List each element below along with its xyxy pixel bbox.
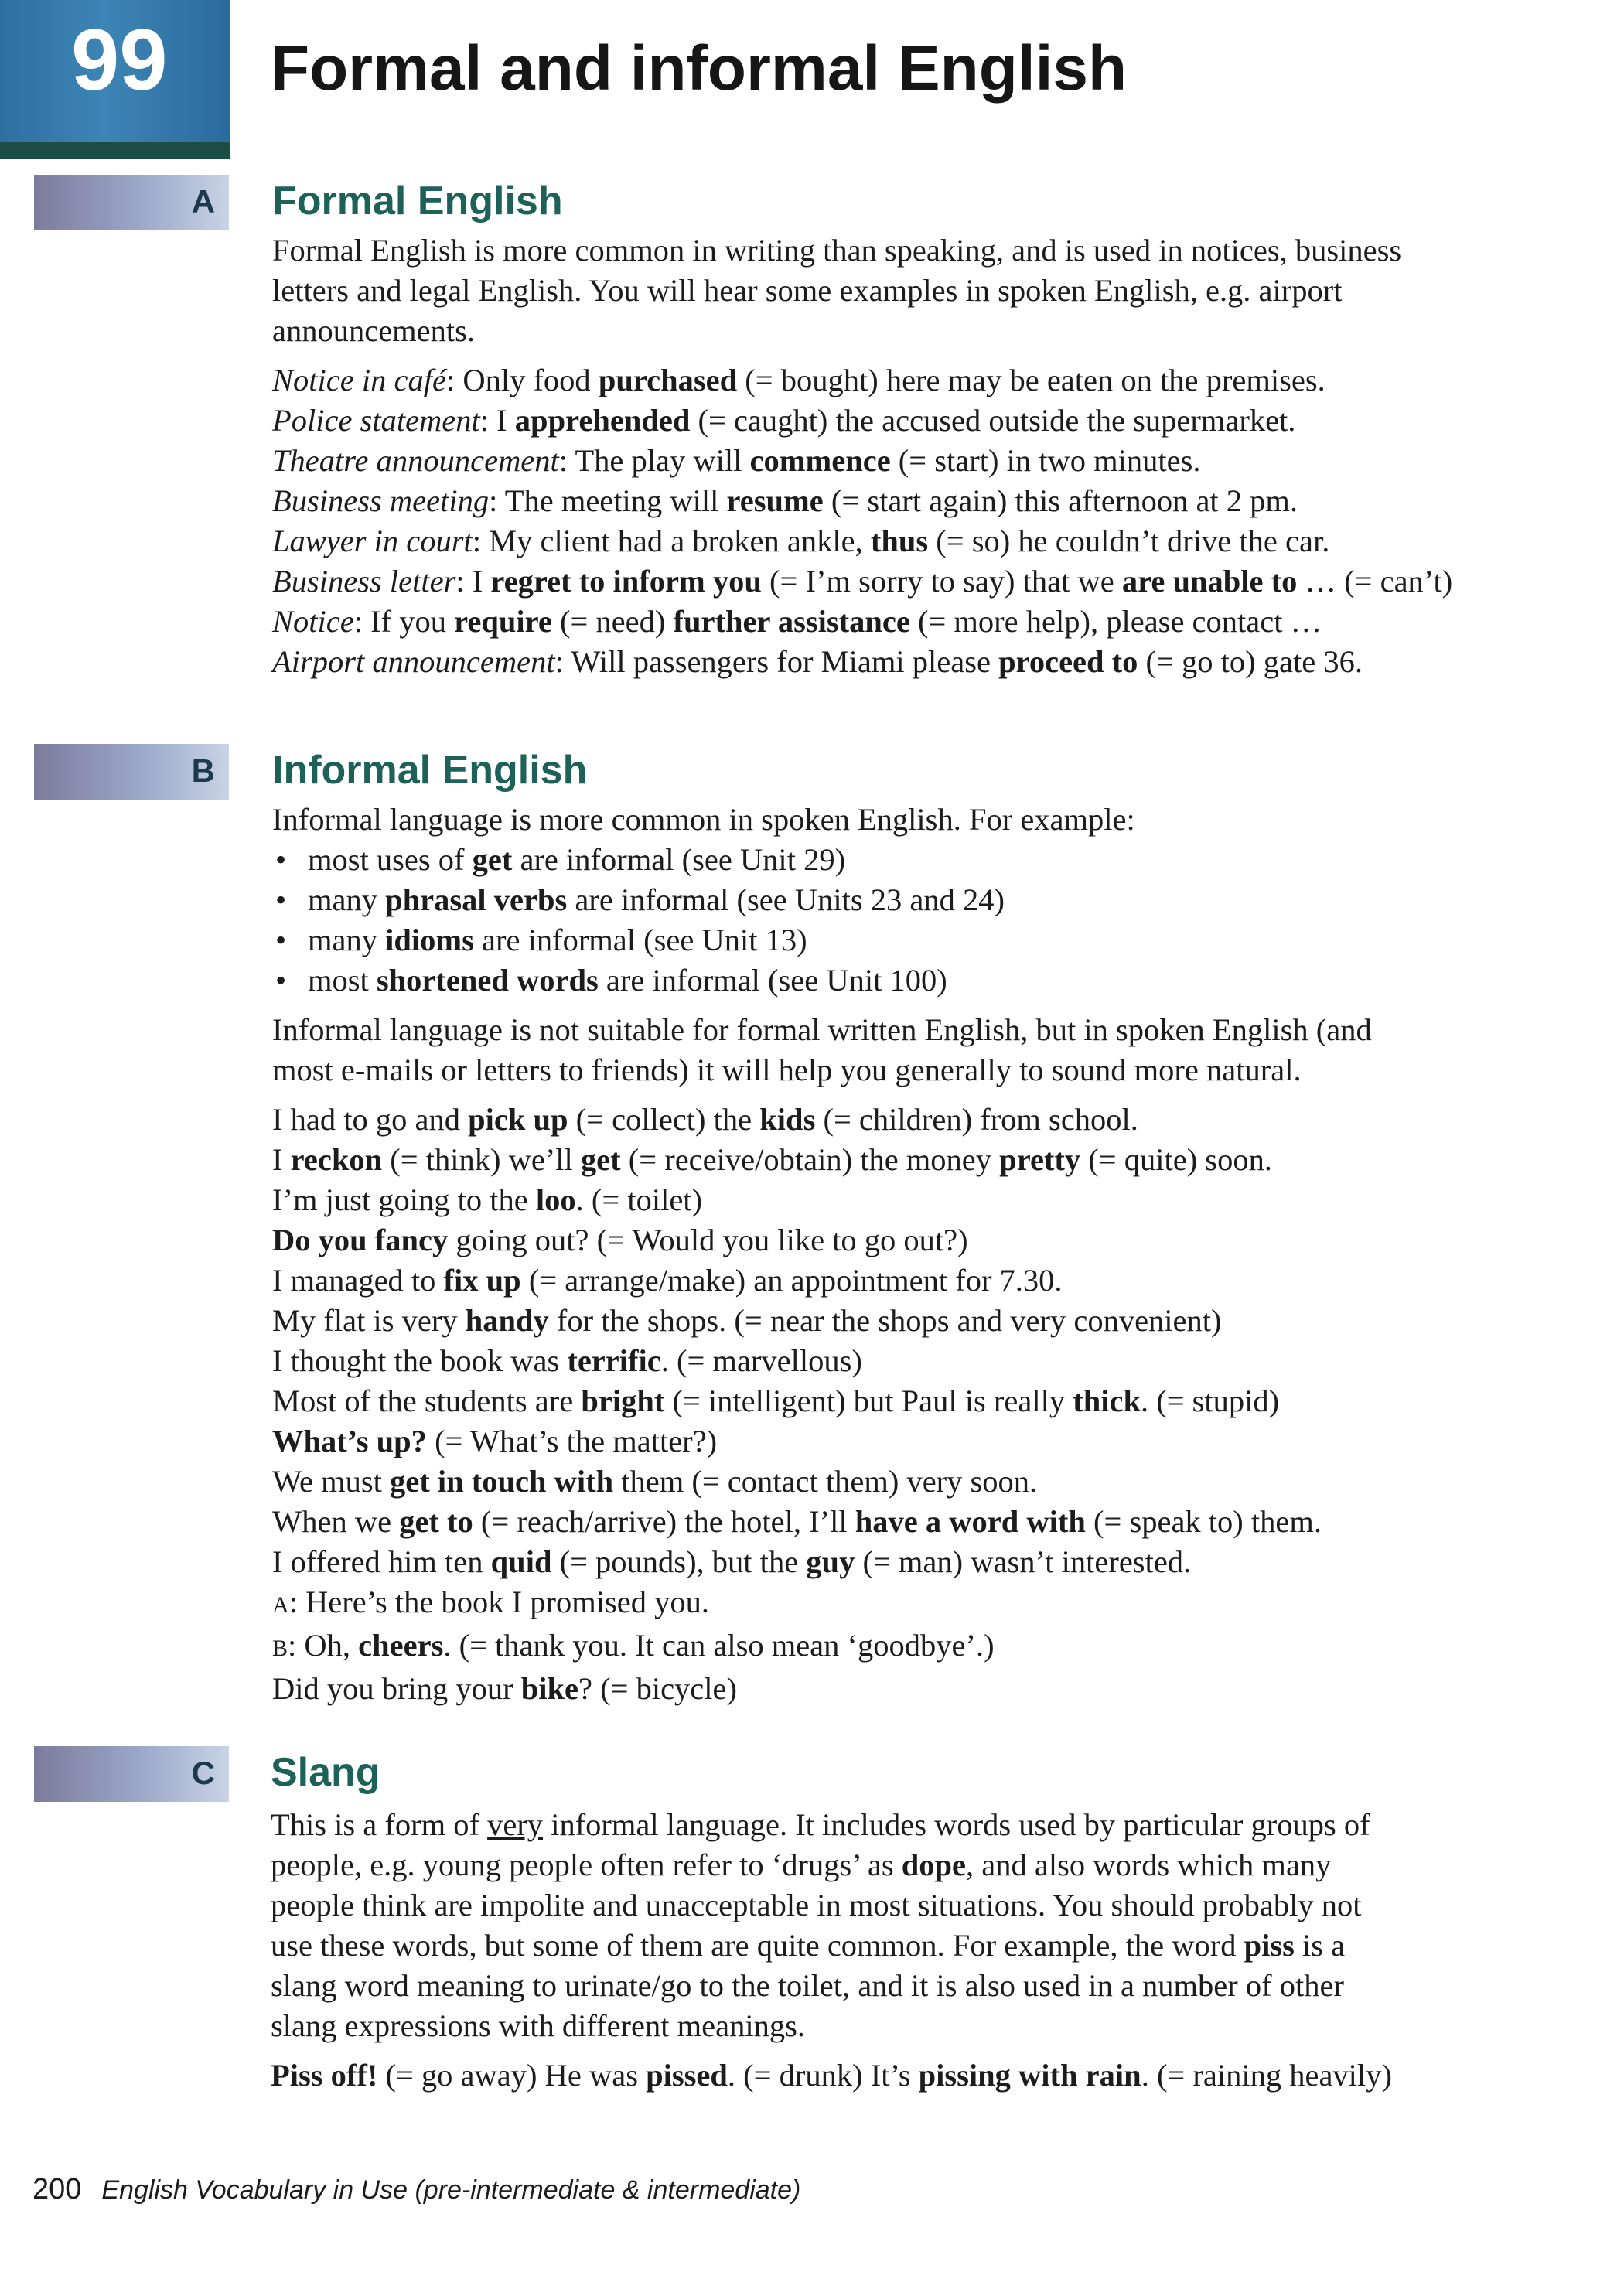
highlighted-term: get bbox=[580, 1142, 621, 1177]
text-run: most bbox=[308, 963, 377, 998]
text-run: , and also words which many bbox=[966, 1847, 1332, 1882]
text-run: informal language. It includes words used by particular groups of bbox=[543, 1807, 1370, 1842]
text-run: are informal (see Units 23 and 24) bbox=[567, 882, 1005, 917]
highlighted-term: What’s up? bbox=[272, 1424, 427, 1458]
text-run: I thought the book was bbox=[272, 1343, 568, 1378]
intro-line: letters and legal English. You will hear some examples in spoken English, e.g. airport bbox=[272, 273, 1343, 308]
text-run: : The play will bbox=[558, 443, 750, 478]
highlighted-term: kids bbox=[759, 1102, 816, 1137]
section-c-body bbox=[271, 1805, 1607, 2096]
paragraph-line bbox=[271, 1885, 1607, 1926]
bullet-item bbox=[272, 920, 1609, 960]
highlighted-term: idioms bbox=[385, 923, 474, 957]
example-line bbox=[272, 602, 1609, 642]
highlighted-term: handy bbox=[465, 1303, 549, 1338]
text-run: : My client had a broken ankle, bbox=[472, 524, 871, 558]
text-run: (= man) wasn’t interested. bbox=[855, 1544, 1192, 1579]
highlighted-term: fix up bbox=[443, 1263, 521, 1298]
text-run: : Here’s the book I promised you. bbox=[288, 1585, 709, 1619]
page-title: Formal and informal English bbox=[271, 33, 1128, 104]
example-line bbox=[272, 1140, 1609, 1180]
text-run: : I bbox=[455, 564, 491, 599]
highlighted-term: loo bbox=[535, 1182, 576, 1217]
text-run: going out? (= Would you like to go out?) bbox=[448, 1223, 968, 1257]
text-run: I bbox=[272, 1142, 291, 1177]
text-run: (= start) in two minutes. bbox=[890, 443, 1201, 478]
text-run: (= arrange/make) an appointment for 7.30. bbox=[520, 1263, 1063, 1298]
example-line bbox=[272, 642, 1609, 682]
highlighted-term: pissing with rain bbox=[918, 2058, 1141, 2093]
text-run: (= children) from school. bbox=[815, 1102, 1138, 1137]
section-b-note bbox=[272, 1010, 1609, 1090]
highlighted-term: get to bbox=[399, 1504, 473, 1539]
highlighted-term: pissed bbox=[646, 2058, 728, 2093]
text-run: . (= drunk) It’s bbox=[727, 2058, 919, 2093]
example-line bbox=[272, 1100, 1609, 1140]
bullet-item bbox=[272, 880, 1609, 920]
highlighted-term: require bbox=[454, 604, 552, 639]
section-c-examples bbox=[271, 2055, 1607, 2096]
text-run: : Only food bbox=[445, 363, 599, 397]
text-run: : The meeting will bbox=[489, 483, 727, 518]
example-line bbox=[272, 481, 1609, 521]
example-line bbox=[272, 1381, 1609, 1421]
text-run: I had to go and bbox=[272, 1102, 469, 1137]
section-c-paragraph bbox=[271, 1805, 1607, 2046]
highlighted-term: phrasal verbs bbox=[385, 882, 568, 917]
text-run: Theatre announcement bbox=[272, 443, 559, 478]
intro-line: announcements. bbox=[272, 313, 476, 348]
highlighted-term: get bbox=[472, 842, 513, 877]
book-title: English Vocabulary in Use (pre-intermediate & intermediate) bbox=[101, 2175, 801, 2205]
section-a-body bbox=[272, 230, 1609, 682]
paragraph-line bbox=[271, 1845, 1607, 1885]
highlighted-term: pretty bbox=[999, 1142, 1081, 1177]
text-run: I offered him ten bbox=[272, 1544, 491, 1579]
text-run: A bbox=[272, 1592, 289, 1618]
highlighted-term: proceed to bbox=[998, 644, 1138, 679]
text-run: . (= toilet) bbox=[575, 1182, 703, 1217]
text-run: (= need) bbox=[551, 604, 674, 639]
highlighted-term: thick bbox=[1073, 1383, 1141, 1418]
section-b-examples bbox=[272, 1100, 1609, 1709]
highlighted-term: bike bbox=[520, 1671, 579, 1706]
highlighted-term: Do you fancy bbox=[272, 1223, 449, 1257]
text-run: most uses of bbox=[308, 842, 473, 877]
text-run: for the shops. (= near the shops and very convenient) bbox=[548, 1303, 1222, 1338]
highlighted-term: thus bbox=[870, 524, 929, 558]
section-b-bar bbox=[34, 744, 229, 800]
text-run: Notice in café bbox=[272, 363, 446, 397]
text-run: people think are impolite and unacceptable in most situations. You should probably not bbox=[271, 1888, 1362, 1922]
section-b-heading: Informal English bbox=[272, 748, 588, 793]
highlighted-term: shortened words bbox=[376, 963, 599, 998]
highlighted-term: regret to inform you bbox=[490, 564, 762, 599]
highlighted-term: terrific bbox=[567, 1343, 661, 1378]
text-run: (= pounds), but the bbox=[551, 1544, 807, 1579]
example-line bbox=[272, 1626, 1609, 1669]
example-line bbox=[272, 360, 1609, 401]
text-run: are informal (see Unit 29) bbox=[512, 842, 846, 877]
section-c-letter: C bbox=[191, 1755, 215, 1791]
text-run: : Will passengers for Miami please bbox=[554, 644, 999, 679]
text-run: (= go to) gate 36. bbox=[1138, 644, 1363, 679]
text-run: people, e.g. young people often refer to ‘drugs’ as bbox=[271, 1847, 902, 1882]
example-line bbox=[272, 1220, 1609, 1261]
example-line bbox=[272, 1261, 1609, 1301]
section-c-bar bbox=[34, 1746, 229, 1802]
section-b-body bbox=[272, 800, 1609, 1709]
text-run: This is a form of bbox=[271, 1807, 488, 1842]
text-run: (= reach/arrive) the hotel, I’ll bbox=[473, 1504, 855, 1539]
highlighted-term: apprehended bbox=[514, 403, 691, 438]
example-line bbox=[272, 401, 1609, 441]
note-line: most e-mails or letters to friends) it will help you generally to sound more natural. bbox=[272, 1052, 1302, 1087]
example-line bbox=[272, 521, 1609, 561]
text-run: slang word meaning to urinate/go to the toilet, and it is also used in a number of other bbox=[271, 1968, 1344, 2003]
text-run: My flat is very bbox=[272, 1303, 466, 1338]
text-run: (= caught) the accused outside the supermarket. bbox=[690, 403, 1296, 438]
text-run: (= so) he couldn’t drive the car. bbox=[928, 524, 1330, 558]
text-run: : Oh, bbox=[288, 1628, 359, 1663]
intro-line: Formal English is more common in writing than speaking, and is used in notices, business bbox=[272, 233, 1402, 268]
text-run: Did you bring your bbox=[272, 1671, 521, 1706]
text-run: slang expressions with different meanings. bbox=[271, 2008, 805, 2043]
page-number: 200 bbox=[32, 2173, 82, 2205]
page-footer bbox=[32, 2173, 800, 2206]
text-run: (= think) we’ll bbox=[382, 1142, 581, 1177]
text-run: use these words, but some of them are quite common. For example, the word bbox=[271, 1928, 1244, 1963]
text-run: Lawyer in court bbox=[272, 524, 473, 558]
highlighted-term: commence bbox=[749, 443, 891, 478]
highlighted-term: guy bbox=[806, 1544, 855, 1579]
example-line bbox=[272, 1301, 1609, 1341]
text-run: . (= stupid) bbox=[1140, 1383, 1280, 1418]
highlighted-term: pick up bbox=[468, 1102, 568, 1137]
text-run: I managed to bbox=[272, 1263, 444, 1298]
highlighted-term: cheers bbox=[358, 1628, 444, 1663]
bullet-item bbox=[272, 960, 1609, 1001]
text-run: Airport announcement bbox=[272, 644, 555, 679]
text-run: (= quite) soon. bbox=[1080, 1142, 1272, 1177]
text-run: (= go away) He was bbox=[377, 2058, 647, 2093]
text-run: We must bbox=[272, 1464, 390, 1499]
text-run: (= I’m sorry to say) that we bbox=[761, 564, 1122, 599]
example-line bbox=[272, 1669, 1609, 1709]
paragraph-line bbox=[271, 1926, 1607, 1966]
text-run: When we bbox=[272, 1504, 400, 1539]
text-run: Business letter bbox=[272, 564, 456, 599]
section-a-heading: Formal English bbox=[272, 179, 563, 223]
highlighted-term: bright bbox=[581, 1383, 665, 1418]
highlighted-term: dope bbox=[901, 1847, 966, 1882]
highlighted-term: resume bbox=[726, 483, 824, 518]
highlighted-term: piss bbox=[1244, 1928, 1295, 1963]
text-run: . (= marvellous) bbox=[660, 1343, 862, 1378]
example-line bbox=[272, 1582, 1609, 1626]
text-run: ? (= bicycle) bbox=[578, 1671, 737, 1706]
highlighted-term: are unable to bbox=[1121, 564, 1298, 599]
text-run: Business meeting bbox=[272, 483, 490, 518]
example-line bbox=[272, 561, 1609, 602]
text-run: is a bbox=[1294, 1928, 1346, 1963]
text-run: . (= raining heavily) bbox=[1141, 2058, 1392, 2093]
highlighted-term: Piss off! bbox=[271, 2058, 378, 2093]
note-line: Informal language is not suitable for formal written English, but in spoken English (and bbox=[272, 1012, 1372, 1047]
text-run: many bbox=[308, 882, 386, 917]
section-c-heading: Slang bbox=[271, 1750, 380, 1795]
text-run: Police statement bbox=[272, 403, 480, 438]
paragraph-line bbox=[271, 2006, 1607, 2046]
example-line bbox=[272, 1180, 1609, 1220]
text-run: (= start again) this afternoon at 2 pm. bbox=[823, 483, 1298, 518]
highlighted-term: quid bbox=[490, 1544, 552, 1579]
text-run: : If you bbox=[353, 604, 455, 639]
highlighted-term: get in touch with bbox=[389, 1464, 614, 1499]
text-run: B bbox=[272, 1636, 288, 1661]
unit-badge-band bbox=[0, 142, 230, 159]
text-run: Notice bbox=[272, 604, 354, 639]
section-b-letter: B bbox=[191, 752, 215, 789]
example-line bbox=[272, 1502, 1609, 1542]
section-a-letter: A bbox=[191, 183, 215, 220]
text-run: many bbox=[308, 923, 386, 957]
text-run: : I bbox=[479, 403, 515, 438]
text-run: are informal (see Unit 100) bbox=[598, 963, 947, 998]
text-run: . (= thank you. It can also mean ‘goodbye’.) bbox=[443, 1628, 995, 1663]
section-b-bullet-list bbox=[272, 840, 1609, 1001]
section-b-intro: Informal language is more common in spoken English. For example: bbox=[272, 802, 1135, 837]
paragraph-line bbox=[271, 1805, 1607, 1845]
paragraph-line bbox=[271, 1966, 1607, 2006]
example-line bbox=[272, 1341, 1609, 1381]
section-a-bar bbox=[34, 175, 229, 230]
example-line bbox=[272, 1462, 1609, 1502]
highlighted-term: further assistance bbox=[673, 604, 910, 639]
example-line bbox=[272, 441, 1609, 481]
text-run: (= speak to) them. bbox=[1085, 1504, 1322, 1539]
highlighted-term: reckon bbox=[290, 1142, 383, 1177]
example-line bbox=[272, 1542, 1609, 1582]
section-a-examples bbox=[272, 360, 1609, 682]
text-run: (= bought) here may be eaten on the premises. bbox=[737, 363, 1325, 397]
unit-number: 99 bbox=[71, 12, 168, 108]
text-run: very bbox=[487, 1807, 544, 1842]
text-run: (= more help), please contact … bbox=[909, 604, 1322, 639]
section-a-intro bbox=[272, 230, 1609, 351]
unit-number-badge bbox=[0, 0, 230, 159]
text-run: them (= contact them) very soon. bbox=[613, 1464, 1038, 1499]
highlighted-term: have a word with bbox=[855, 1504, 1086, 1539]
text-run: Most of the students are bbox=[272, 1383, 582, 1418]
example-line bbox=[272, 1421, 1609, 1462]
text-run: I’m just going to the bbox=[272, 1182, 536, 1217]
text-run: … (= can’t) bbox=[1297, 564, 1453, 599]
text-run: (= collect) the bbox=[568, 1102, 760, 1137]
text-run: (= intelligent) but Paul is really bbox=[664, 1383, 1073, 1418]
bullet-item bbox=[272, 840, 1609, 880]
text-run: are informal (see Unit 13) bbox=[473, 923, 807, 957]
text-run: (= What’s the matter?) bbox=[426, 1424, 718, 1458]
highlighted-term: purchased bbox=[598, 363, 738, 397]
text-run: (= receive/obtain) the money bbox=[620, 1142, 1000, 1177]
